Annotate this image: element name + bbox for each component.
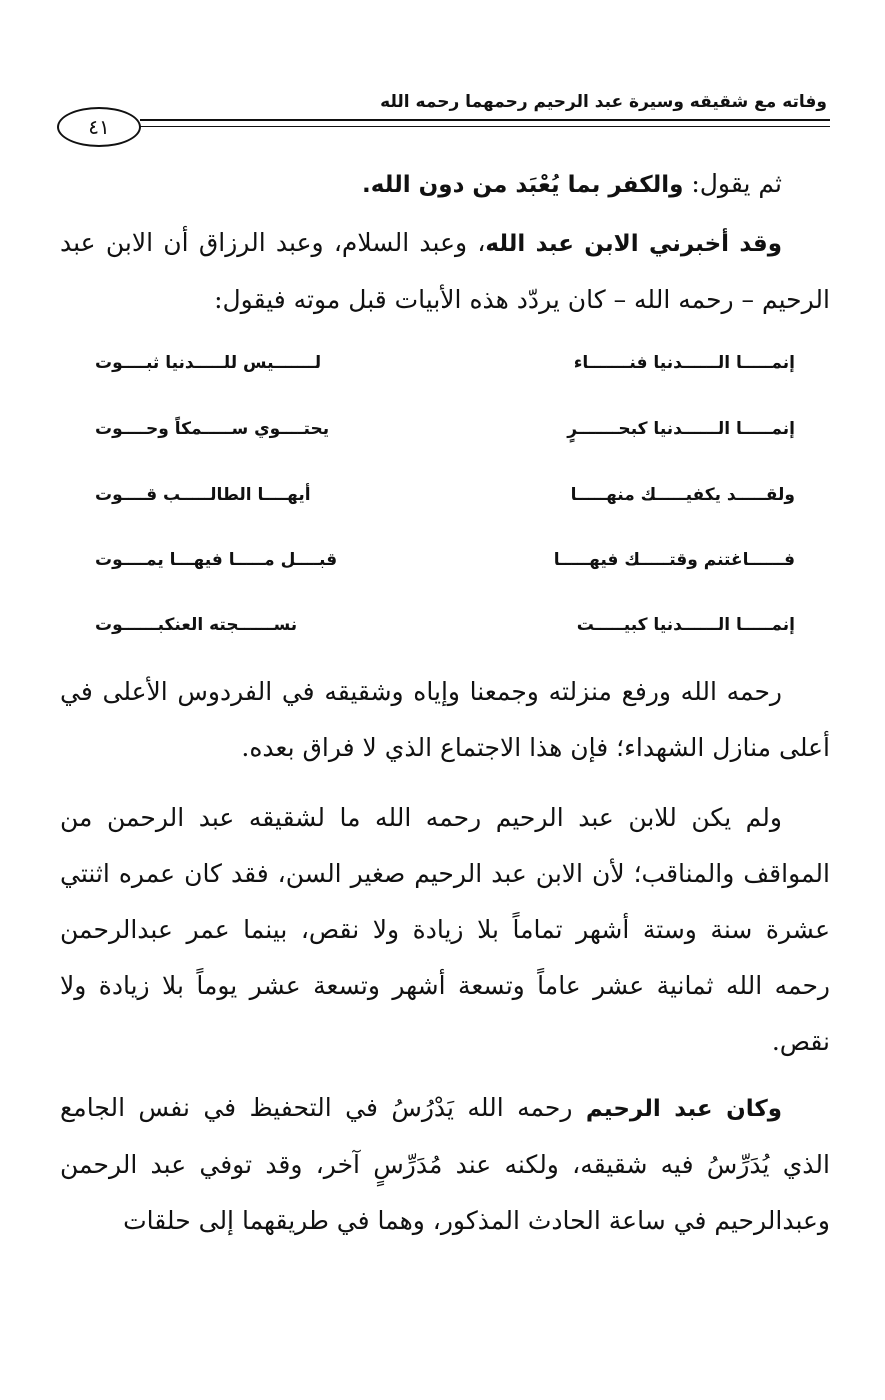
paragraph-5-text: رحمه الله يَدْرُسُ في التحفيظ في نفس الجامع الذي يُدَرِّسُ فيه شقيقه، ولكنه عند مُدَرِّسٍ آخر، وقد توفي عبد الرحمن وعبدالرحيم في ساعة الحادث المذكور، وهما في طريقهما إلى حلقات	[60, 1093, 830, 1235]
paragraph-4	[60, 790, 830, 1070]
verse-first-hemistich: إنمـــــا الــــــدنيا فنـــــــاء	[573, 353, 795, 373]
verse-line	[95, 485, 795, 515]
verse-line	[95, 550, 795, 580]
verse-line	[95, 419, 795, 449]
paragraph-2-bold: وقد أخبرني الابن عبد الله	[485, 231, 782, 257]
paragraph-5-bold: وكان عبد الرحيم	[585, 1096, 783, 1122]
paragraph-3-text: رحمه الله ورفع منزلته وجمعنا وإياه وشقيقه في الفردوس الأعلى في أعلى منازل الشهداء؛ فإن هذا الاجتماع الذي لا فراق بعده.	[60, 677, 830, 762]
paragraph-2	[60, 215, 830, 328]
header-rule-thick	[140, 119, 830, 121]
verse-first-hemistich: إنمـــــا الــــــدنيا كبيـــــت	[576, 615, 795, 635]
paragraph-1	[60, 156, 830, 213]
verse-second-hemistich: يحتــــوي ســـــمكاً وحــــوت	[95, 419, 330, 439]
paragraph-1-prefix: ثم يقول:	[683, 169, 782, 198]
paragraph-3	[60, 664, 830, 776]
paragraph-2-text: ، وعبد السلام، وعبد الرزاق أن الابن عبد الرحيم – رحمه الله – كان يردّد هذه الأبيات قبل موته فيقول:	[60, 228, 830, 314]
page-number: ٤١	[57, 107, 141, 147]
verse-first-hemistich: فــــــاغتنم وقتـــــك فيهـــــا	[553, 550, 795, 570]
verse-second-hemistich: أيهــــا الطالـــــب قــــوت	[95, 485, 311, 505]
verse-second-hemistich: لـــــــيس للـــــدنيا ثبــــوت	[95, 353, 322, 373]
paragraph-4-text: ولم يكن للابن عبد الرحيم رحمه الله ما لشقيقه عبد الرحمن من المواقف والمناقب؛ لأن الابن عبد الرحيم صغير السن، فقد كان عمره اثنتي عشرة سنة وستة أشهر تماماً بلا زيادة ولا نقص، بينما عمر عبدالرحمن رحمه الله ثمانية عشر عاماً وتسعة أشهر وتسعة عشر يوماً بلا زيادة ولا نقص.	[60, 803, 830, 1056]
header-rule-thin	[140, 126, 830, 127]
verse-line	[95, 615, 795, 645]
paragraph-5	[60, 1080, 830, 1249]
verse-first-hemistich: ولقـــــد يكفيـــــك منهـــــا	[570, 485, 795, 505]
verse-first-hemistich: إنمـــــا الــــــدنيا كبحـــــــرٍ	[567, 419, 795, 439]
verse-second-hemistich: نســــــجته العنكبــــــوت	[95, 615, 298, 635]
paragraph-1-bold: والكفر بما يُعْبَد من دون الله.	[362, 172, 684, 198]
verse-line	[95, 353, 795, 383]
verse-second-hemistich: قبــــل مـــــا فيهـــا يمــــوت	[95, 550, 338, 570]
running-header-title: وفاته مع شقيقه وسيرة عبد الرحيم رحمهما رحمه الله	[380, 92, 827, 112]
